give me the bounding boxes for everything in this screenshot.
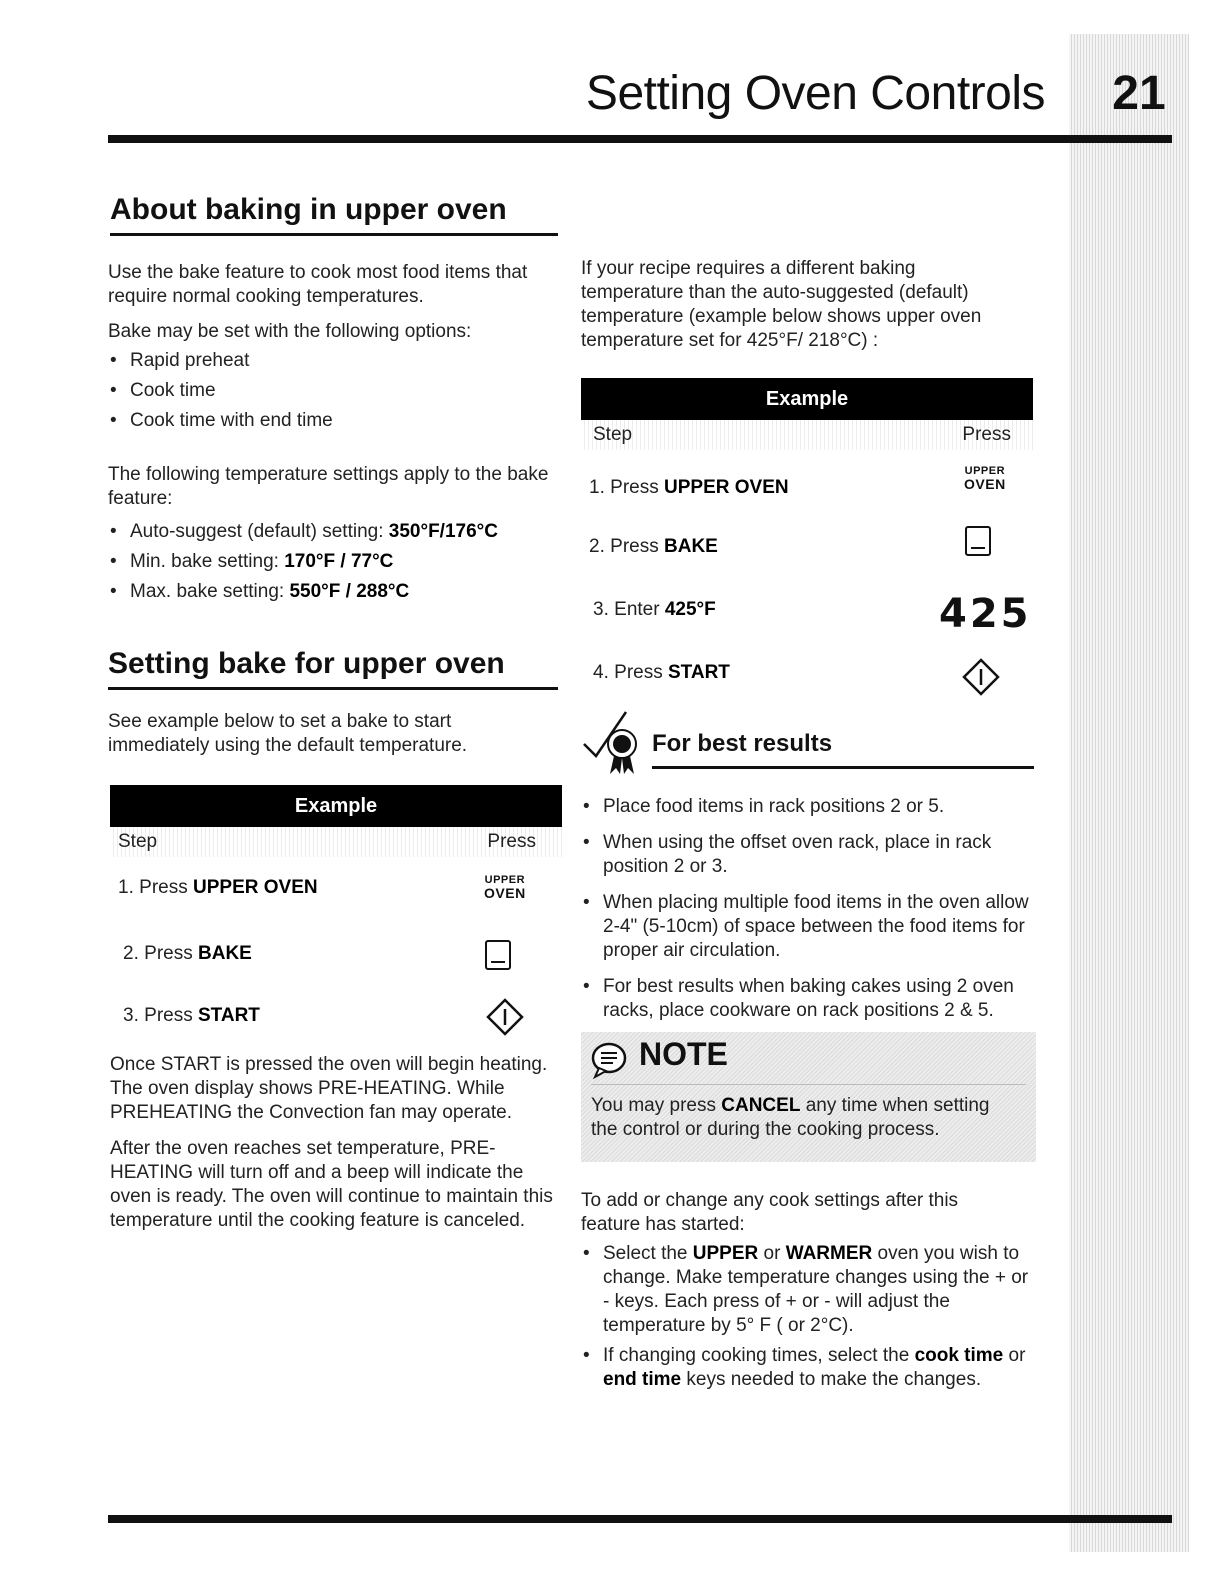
column-press: Press: [487, 831, 536, 852]
after-temp-text: After the oven reaches set temperature, PRE-HEATING will turn off and a beep will indicate the oven is ready. The oven will continue to maintain this temperature until the cooking feature is canceled.: [110, 1138, 553, 1231]
setting-section: [108, 647, 558, 690]
list-item: • Cook time with end time: [108, 409, 558, 433]
upper-oven-key: UPPER OVEN: [484, 874, 526, 901]
example-header: Example: [110, 785, 562, 827]
note-text: You may press CANCEL any time when setting the control or during the cooking process.: [591, 1095, 990, 1140]
step-row: 2. Press BAKE: [589, 536, 718, 557]
column-press: Press: [962, 424, 1011, 445]
display-value: 425: [939, 591, 1032, 637]
step-row: 1. Press UPPER OVEN: [118, 877, 318, 898]
list-item: • Cook time: [108, 379, 558, 403]
list-item: • Select the UPPER or WARMER oven you wish to change. Make temperature changes using the + or - keys. Each press of + or - will adjust the temperature by 5° F ( or 2°C).: [581, 1242, 1039, 1338]
options-lead: Bake may be set with the following options:: [108, 321, 472, 342]
step-row: 3. Enter 425°F: [593, 599, 716, 620]
change-list: [581, 1242, 1039, 1392]
options-list: [108, 349, 558, 433]
list-item: • Auto-suggest (default) setting: 350°F/176°C: [108, 520, 558, 544]
list-item: • For best results when baking cakes using 2 oven racks, place cookware on rack positions 2 & 5.: [581, 975, 1036, 1023]
best-results-list: [581, 795, 1036, 1023]
page-number: 21: [1112, 67, 1166, 120]
upper-oven-key: UPPER OVEN: [964, 465, 1006, 492]
setting-intro: See example below to set a bake to start immediately using the default temperature.: [108, 711, 468, 756]
about-section: [110, 193, 558, 236]
page-edge-strip: [1069, 34, 1189, 1552]
about-heading: About baking in upper oven: [110, 193, 558, 236]
setting-heading: Setting bake for upper oven: [108, 647, 558, 690]
step-row: 1. Press UPPER OVEN: [589, 477, 789, 498]
list-item: • Min. bake setting: 170°F / 77°C: [108, 550, 558, 574]
note-divider: [591, 1084, 1026, 1085]
step-row: 4. Press START: [593, 662, 730, 683]
example-header: Example: [581, 378, 1033, 420]
step-row: 2. Press BAKE: [123, 943, 252, 964]
list-item: • When placing multiple food items in the oven allow 2-4" (5-10cm) of space between the food items for proper air circulation.: [581, 891, 1036, 963]
note-box: [581, 1032, 1036, 1162]
change-intro: To add or change any cook settings after this feature has started:: [581, 1190, 959, 1235]
start-key-icon: [961, 657, 1001, 697]
best-results-section: [652, 730, 1034, 769]
example-columns: [110, 827, 562, 857]
list-item: • When using the offset oven rack, place in rack position 2 or 3.: [581, 831, 1036, 879]
bake-key-icon: [485, 940, 511, 970]
award-ribbon-icon: [582, 708, 644, 776]
header-rule: [108, 135, 1172, 143]
note-icon: [589, 1040, 629, 1080]
step-row: 3. Press START: [123, 1005, 260, 1026]
list-item: • Place food items in rack positions 2 or 5.: [581, 795, 1036, 819]
after-start-text: Once START is pressed the oven will begin heating. The oven display shows PRE-HEATING. While PREHEATING the Convection fan may operate.: [110, 1054, 548, 1123]
about-intro: Use the bake feature to cook most food items that require normal cooking temperatures.: [108, 262, 528, 307]
footer-rule: [108, 1515, 1172, 1523]
example-columns: [581, 420, 1033, 450]
example-table-right: [581, 378, 1033, 708]
best-results-heading: For best results: [652, 730, 1034, 769]
example-table-left: [110, 785, 562, 1045]
temps-lead: The following temperature settings apply to the bake feature:: [108, 464, 549, 509]
temps-list: [108, 520, 558, 604]
note-title: NOTE: [639, 1036, 728, 1072]
column-step: Step: [593, 424, 633, 445]
list-item: • Max. bake setting: 550°F / 288°C: [108, 580, 558, 604]
list-item: • If changing cooking times, select the cook time or end time keys needed to make the changes.: [581, 1344, 1039, 1392]
page-title: Setting Oven Controls: [585, 67, 1045, 120]
column-step: Step: [118, 831, 158, 852]
bake-key-icon: [965, 526, 991, 556]
different-intro: If your recipe requires a different baking temperature than the auto-suggested (default) temperature (example below shows upper oven temperature set for 425°F/ 218°C) :: [581, 258, 982, 351]
start-key-icon: [485, 997, 525, 1037]
list-item: • Rapid preheat: [108, 349, 558, 373]
